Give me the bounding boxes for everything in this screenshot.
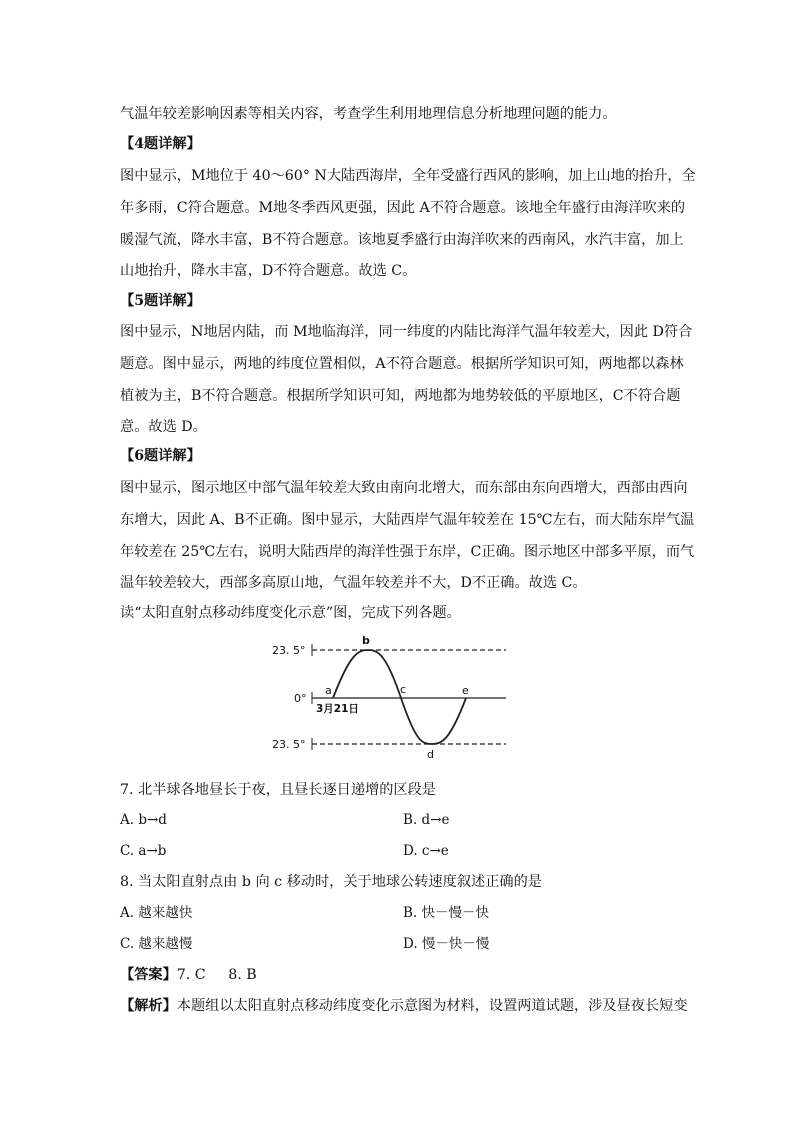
- paragraph-line: 植被为主，B不符合题意。根据所学知识可知，两地都为地势较低的平原地区，C不符合题: [120, 388, 681, 404]
- section-heading: 【6题详解】: [120, 448, 201, 464]
- y-label-south: 23. 5°: [272, 738, 306, 751]
- paragraph-line: 暖湿气流，降水丰富，B不符合题意。该地夏季盛行由海洋吹来的西南风，水汽丰富，加上: [120, 232, 684, 248]
- point-label-a: a: [325, 684, 332, 697]
- analysis-label: 【解析】: [120, 998, 177, 1014]
- question-7-option-d: D. c→e: [403, 843, 449, 859]
- paragraph-line: 温年较差较大，西部多高原山地，气温年较差并不大，D不正确。故选 C。: [120, 575, 587, 591]
- section-heading: 【5题详解】: [120, 293, 201, 309]
- answer-text: 7. C 8. B: [176, 967, 257, 983]
- point-label-b: b: [362, 634, 370, 647]
- subsolar-latitude-diagram: [260, 632, 520, 762]
- paragraph-line: 年较差在 25℃左右，说明大陆西岸的海洋性强于东岸，C正确。图示地区中部多平原，而气: [120, 544, 695, 560]
- subsolar-curve: [333, 650, 466, 744]
- paragraph-line: 图中显示，M地位于 40～60° N大陆西海岸，全年受盛行西风的影响，加上山地的抬升，全: [120, 168, 696, 184]
- point-label-e: e: [462, 684, 469, 697]
- y-label-equator: 0°: [294, 692, 307, 705]
- question-8-option-c: C. 越来越慢: [120, 936, 193, 952]
- paragraph-line: 题意。图中显示，两地的纬度位置相似，A不符合题意。根据所学知识可知，两地都以森林: [120, 356, 684, 372]
- paragraph-line: 山地抬升，降水丰富，D不符合题意。故选 C。: [120, 263, 417, 279]
- question-8-stem: 8. 当太阳直射点由 b 向 c 移动时，关于地球公转速度叙述正确的是: [120, 874, 542, 890]
- y-label-north: 23. 5°: [272, 644, 306, 657]
- answer-line: [120, 965, 257, 985]
- paragraph-line: 意。故选 D。: [120, 419, 207, 435]
- question-8-option-b: B. 快－慢－快: [403, 905, 490, 921]
- point-label-c: c: [400, 683, 407, 696]
- question-7-option-c: C. a→b: [120, 843, 167, 859]
- analysis-text: 本题组以太阳直射点移动纬度变化示意图为材料，设置两道试题，涉及昼夜长短变: [176, 998, 688, 1014]
- section-heading: 【4题详解】: [120, 136, 201, 152]
- question-7-option-a: A. b→d: [120, 812, 167, 828]
- analysis-line: [120, 996, 688, 1016]
- paragraph-line: 气温年较差影响因素等相关内容，考查学生利用地理信息分析地理问题的能力。: [120, 106, 617, 122]
- figure-intro: 读“太阳直射点移动纬度变化示意”图，完成下列各题。: [120, 605, 461, 621]
- paragraph-line: 图中显示，N地居内陆，而 M地临海洋，同一纬度的内陆比海洋气温年较差大，因此 D符合: [120, 324, 693, 340]
- point-label-d: d: [427, 748, 434, 761]
- question-8-option-a: A. 越来越快: [120, 905, 193, 921]
- question-8-option-d: D. 慢－快－慢: [403, 936, 490, 952]
- question-7-stem: 7. 北半球各地昼长于夜，且昼长逐日递增的区段是: [120, 782, 436, 798]
- answer-label: 【答案】: [120, 967, 177, 983]
- paragraph-line: 图中显示，图示地区中部气温年较差大致由南向北增大，而东部由东向西增大，西部由西向: [120, 480, 688, 496]
- date-label: 3月21日: [316, 703, 359, 715]
- question-7-option-b: B. d→e: [403, 812, 450, 828]
- paragraph-line: 东增大，因此 A、B不正确。图中显示，大陆西岸气温年较差在 15℃左右，而大陆东岸气温: [120, 512, 695, 528]
- paragraph-line: 年多雨，C符合题意。M地冬季西风更强，因此 A不符合题意。该地全年盛行由海洋吹来的: [120, 200, 686, 216]
